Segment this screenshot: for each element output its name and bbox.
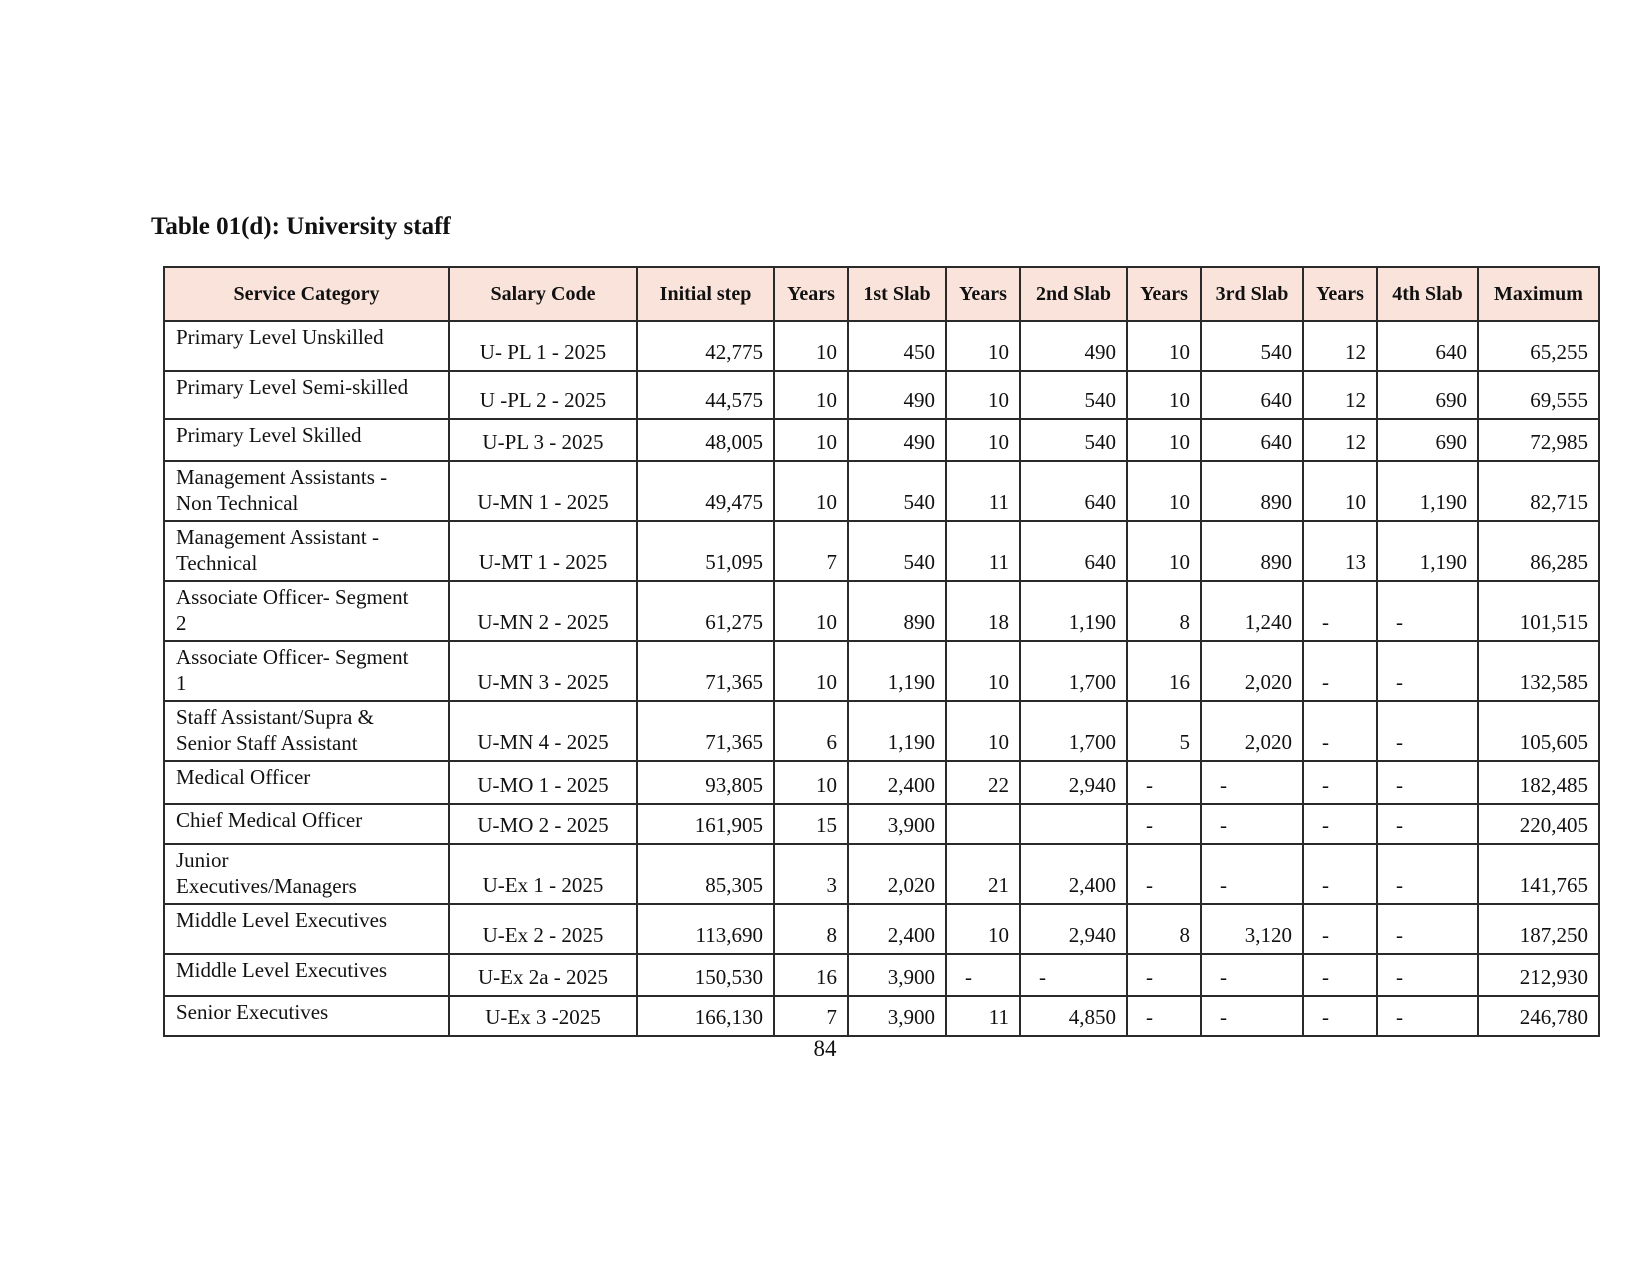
header-initial-step: Initial step [637, 267, 774, 321]
years-2-cell: 11 [946, 521, 1020, 581]
salary-code-cell: U-Ex 1 - 2025 [449, 844, 637, 904]
years-2-cell: 11 [946, 996, 1020, 1036]
years-2-cell: 10 [946, 371, 1020, 419]
years-1-cell: 7 [774, 521, 848, 581]
3rd-slab-cell: 2,020 [1201, 641, 1303, 701]
3rd-slab-cell: - [1201, 761, 1303, 804]
years-2-cell: 11 [946, 461, 1020, 521]
table-row [164, 761, 1599, 804]
years-4-cell: 12 [1303, 371, 1377, 419]
4th-slab-cell: - [1377, 904, 1478, 954]
table-row [164, 521, 1599, 581]
years-4-cell: 12 [1303, 419, 1377, 461]
salary-code-cell: U-MN 1 - 2025 [449, 461, 637, 521]
maximum-cell: 69,555 [1478, 371, 1599, 419]
maximum-cell: 82,715 [1478, 461, 1599, 521]
maximum-cell: 220,405 [1478, 804, 1599, 844]
header-salary-code: Salary Code [449, 267, 637, 321]
service-category-cell: Associate Officer- Segment 1 [164, 641, 449, 701]
1st-slab-cell: 1,190 [848, 701, 946, 761]
initial-step-cell: 85,305 [637, 844, 774, 904]
years-2-cell [946, 804, 1020, 844]
header-row [164, 267, 1599, 321]
2nd-slab-cell: 540 [1020, 419, 1127, 461]
initial-step-cell: 113,690 [637, 904, 774, 954]
2nd-slab-cell: 2,940 [1020, 904, 1127, 954]
years-1-cell: 10 [774, 761, 848, 804]
2nd-slab-cell: 2,940 [1020, 761, 1127, 804]
years-1-cell: 10 [774, 419, 848, 461]
years-4-cell: 10 [1303, 461, 1377, 521]
2nd-slab-cell [1020, 804, 1127, 844]
years-4-cell: 12 [1303, 321, 1377, 371]
salary-code-cell: U -PL 2 - 2025 [449, 371, 637, 419]
1st-slab-cell: 890 [848, 581, 946, 641]
years-1-cell: 15 [774, 804, 848, 844]
2nd-slab-cell: - [1020, 954, 1127, 996]
table-row [164, 321, 1599, 371]
service-category-cell: Associate Officer- Segment 2 [164, 581, 449, 641]
years-2-cell: 21 [946, 844, 1020, 904]
years-1-cell: 10 [774, 581, 848, 641]
initial-step-cell: 93,805 [637, 761, 774, 804]
years-3-cell: 8 [1127, 581, 1201, 641]
2nd-slab-cell: 1,190 [1020, 581, 1127, 641]
service-category-cell: Medical Officer [164, 761, 449, 804]
service-category-cell: Primary Level Unskilled [164, 321, 449, 371]
service-category-cell: Chief Medical Officer [164, 804, 449, 844]
years-1-cell: 10 [774, 461, 848, 521]
4th-slab-cell: - [1377, 804, 1478, 844]
3rd-slab-cell: - [1201, 804, 1303, 844]
years-1-cell: 10 [774, 641, 848, 701]
3rd-slab-cell: - [1201, 844, 1303, 904]
3rd-slab-cell: 2,020 [1201, 701, 1303, 761]
maximum-cell: 86,285 [1478, 521, 1599, 581]
2nd-slab-cell: 4,850 [1020, 996, 1127, 1036]
table-row [164, 461, 1599, 521]
initial-step-cell: 49,475 [637, 461, 774, 521]
1st-slab-cell: 540 [848, 461, 946, 521]
salary-code-cell: U-Ex 3 -2025 [449, 996, 637, 1036]
years-3-cell: - [1127, 996, 1201, 1036]
salary-code-cell: U-MN 4 - 2025 [449, 701, 637, 761]
3rd-slab-cell: - [1201, 954, 1303, 996]
4th-slab-cell: 1,190 [1377, 521, 1478, 581]
years-3-cell: 10 [1127, 521, 1201, 581]
years-4-cell: - [1303, 641, 1377, 701]
1st-slab-cell: 3,900 [848, 954, 946, 996]
initial-step-cell: 161,905 [637, 804, 774, 844]
1st-slab-cell: 540 [848, 521, 946, 581]
years-2-cell: 10 [946, 419, 1020, 461]
4th-slab-cell: - [1377, 954, 1478, 996]
maximum-cell: 65,255 [1478, 321, 1599, 371]
salary-code-cell: U-Ex 2 - 2025 [449, 904, 637, 954]
initial-step-cell: 71,365 [637, 701, 774, 761]
years-1-cell: 10 [774, 321, 848, 371]
1st-slab-cell: 450 [848, 321, 946, 371]
1st-slab-cell: 3,900 [848, 996, 946, 1036]
1st-slab-cell: 1,190 [848, 641, 946, 701]
4th-slab-cell: 690 [1377, 419, 1478, 461]
1st-slab-cell: 2,020 [848, 844, 946, 904]
years-3-cell: - [1127, 954, 1201, 996]
4th-slab-cell: - [1377, 701, 1478, 761]
4th-slab-cell: 1,190 [1377, 461, 1478, 521]
salary-code-cell: U-MO 1 - 2025 [449, 761, 637, 804]
header-4th-slab: 4th Slab [1377, 267, 1478, 321]
salary-code-cell: U-MT 1 - 2025 [449, 521, 637, 581]
3rd-slab-cell: 640 [1201, 371, 1303, 419]
2nd-slab-cell: 490 [1020, 321, 1127, 371]
1st-slab-cell: 3,900 [848, 804, 946, 844]
years-1-cell: 7 [774, 996, 848, 1036]
table-caption: Table 01(d): University staff [151, 213, 451, 240]
years-2-cell: 10 [946, 321, 1020, 371]
3rd-slab-cell: 890 [1201, 521, 1303, 581]
maximum-cell: 132,585 [1478, 641, 1599, 701]
service-category-cell: Staff Assistant/Supra & Senior Staff Assistant [164, 701, 449, 761]
table-row [164, 904, 1599, 954]
3rd-slab-cell: - [1201, 996, 1303, 1036]
years-3-cell: 10 [1127, 419, 1201, 461]
1st-slab-cell: 2,400 [848, 904, 946, 954]
header-years-4: Years [1303, 267, 1377, 321]
years-4-cell: - [1303, 581, 1377, 641]
service-category-cell: Junior Executives/Managers [164, 844, 449, 904]
maximum-cell: 72,985 [1478, 419, 1599, 461]
salary-code-cell: U- PL 1 - 2025 [449, 321, 637, 371]
service-category-cell: Management Assistants - Non Technical [164, 461, 449, 521]
university-staff-salary-table [163, 266, 1600, 1037]
years-1-cell: 3 [774, 844, 848, 904]
3rd-slab-cell: 3,120 [1201, 904, 1303, 954]
header-1st-slab: 1st Slab [848, 267, 946, 321]
maximum-cell: 105,605 [1478, 701, 1599, 761]
service-category-cell: Middle Level Executives [164, 904, 449, 954]
table-row [164, 701, 1599, 761]
years-4-cell: - [1303, 904, 1377, 954]
years-4-cell: - [1303, 844, 1377, 904]
2nd-slab-cell: 1,700 [1020, 641, 1127, 701]
initial-step-cell: 42,775 [637, 321, 774, 371]
page-number: 84 [813, 1036, 837, 1061]
years-2-cell: 10 [946, 904, 1020, 954]
2nd-slab-cell: 1,700 [1020, 701, 1127, 761]
years-3-cell: 10 [1127, 321, 1201, 371]
table-row [164, 844, 1599, 904]
salary-code-cell: U-PL 3 - 2025 [449, 419, 637, 461]
3rd-slab-cell: 640 [1201, 419, 1303, 461]
header-years-2: Years [946, 267, 1020, 321]
table-body [164, 321, 1599, 1036]
2nd-slab-cell: 640 [1020, 461, 1127, 521]
years-4-cell: - [1303, 804, 1377, 844]
2nd-slab-cell: 640 [1020, 521, 1127, 581]
table-row [164, 641, 1599, 701]
years-4-cell: - [1303, 761, 1377, 804]
table-row [164, 419, 1599, 461]
maximum-cell: 101,515 [1478, 581, 1599, 641]
4th-slab-cell: - [1377, 581, 1478, 641]
table-row [164, 581, 1599, 641]
salary-code-cell: U-Ex 2a - 2025 [449, 954, 637, 996]
4th-slab-cell: - [1377, 844, 1478, 904]
years-4-cell: 13 [1303, 521, 1377, 581]
maximum-cell: 182,485 [1478, 761, 1599, 804]
years-4-cell: - [1303, 954, 1377, 996]
maximum-cell: 212,930 [1478, 954, 1599, 996]
3rd-slab-cell: 1,240 [1201, 581, 1303, 641]
years-2-cell: 10 [946, 701, 1020, 761]
table-row [164, 371, 1599, 419]
1st-slab-cell: 490 [848, 419, 946, 461]
header-service-category: Service Category [164, 267, 449, 321]
initial-step-cell: 166,130 [637, 996, 774, 1036]
header-years-1: Years [774, 267, 848, 321]
maximum-cell: 187,250 [1478, 904, 1599, 954]
1st-slab-cell: 2,400 [848, 761, 946, 804]
table-row [164, 954, 1599, 996]
maximum-cell: 246,780 [1478, 996, 1599, 1036]
years-4-cell: - [1303, 701, 1377, 761]
years-4-cell: - [1303, 996, 1377, 1036]
initial-step-cell: 44,575 [637, 371, 774, 419]
years-3-cell: 5 [1127, 701, 1201, 761]
1st-slab-cell: 490 [848, 371, 946, 419]
table-row [164, 996, 1599, 1036]
years-1-cell: 8 [774, 904, 848, 954]
years-1-cell: 16 [774, 954, 848, 996]
initial-step-cell: 61,275 [637, 581, 774, 641]
header-maximum: Maximum [1478, 267, 1599, 321]
4th-slab-cell: 640 [1377, 321, 1478, 371]
service-category-cell: Primary Level Semi-skilled [164, 371, 449, 419]
4th-slab-cell: 690 [1377, 371, 1478, 419]
years-2-cell: - [946, 954, 1020, 996]
header-3rd-slab: 3rd Slab [1201, 267, 1303, 321]
table-row [164, 804, 1599, 844]
service-category-cell: Middle Level Executives [164, 954, 449, 996]
initial-step-cell: 48,005 [637, 419, 774, 461]
maximum-cell: 141,765 [1478, 844, 1599, 904]
salary-code-cell: U-MO 2 - 2025 [449, 804, 637, 844]
years-3-cell: 10 [1127, 371, 1201, 419]
4th-slab-cell: - [1377, 761, 1478, 804]
2nd-slab-cell: 2,400 [1020, 844, 1127, 904]
salary-code-cell: U-MN 2 - 2025 [449, 581, 637, 641]
years-3-cell: - [1127, 761, 1201, 804]
years-3-cell: - [1127, 844, 1201, 904]
initial-step-cell: 51,095 [637, 521, 774, 581]
years-1-cell: 6 [774, 701, 848, 761]
4th-slab-cell: - [1377, 641, 1478, 701]
years-3-cell: 16 [1127, 641, 1201, 701]
service-category-cell: Management Assistant - Technical [164, 521, 449, 581]
header-2nd-slab: 2nd Slab [1020, 267, 1127, 321]
header-years-3: Years [1127, 267, 1201, 321]
initial-step-cell: 150,530 [637, 954, 774, 996]
years-3-cell: - [1127, 804, 1201, 844]
years-2-cell: 10 [946, 641, 1020, 701]
years-1-cell: 10 [774, 371, 848, 419]
years-3-cell: 10 [1127, 461, 1201, 521]
4th-slab-cell: - [1377, 996, 1478, 1036]
initial-step-cell: 71,365 [637, 641, 774, 701]
service-category-cell: Senior Executives [164, 996, 449, 1036]
years-2-cell: 22 [946, 761, 1020, 804]
years-3-cell: 8 [1127, 904, 1201, 954]
salary-code-cell: U-MN 3 - 2025 [449, 641, 637, 701]
service-category-cell: Primary Level Skilled [164, 419, 449, 461]
2nd-slab-cell: 540 [1020, 371, 1127, 419]
3rd-slab-cell: 540 [1201, 321, 1303, 371]
3rd-slab-cell: 890 [1201, 461, 1303, 521]
years-2-cell: 18 [946, 581, 1020, 641]
